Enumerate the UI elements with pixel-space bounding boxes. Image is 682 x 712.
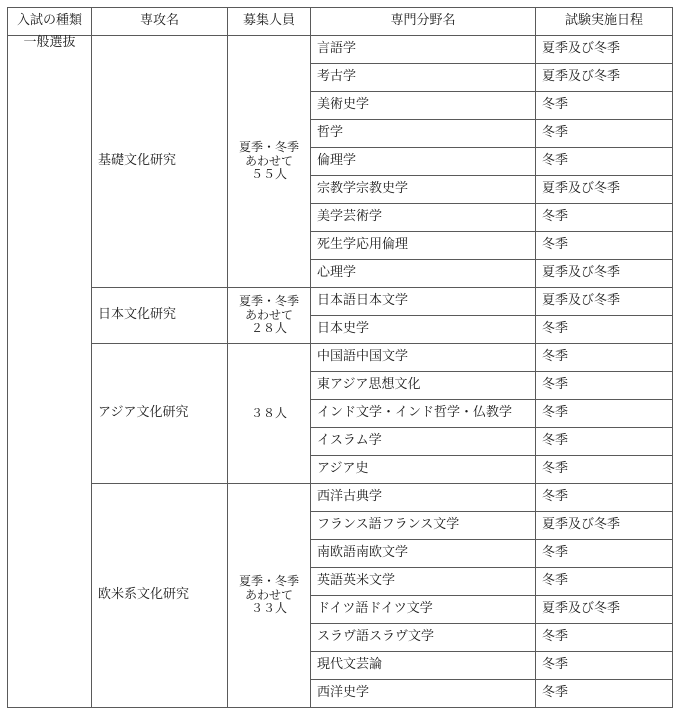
field-name-cell — [311, 344, 536, 372]
schedule-value: 冬季 — [542, 657, 569, 673]
field-name-cell — [311, 540, 536, 568]
field-name: 哲学 — [317, 125, 344, 141]
field-name-cell — [311, 36, 536, 64]
field-name: 南欧語南欧文学 — [317, 545, 409, 561]
field-name-cell — [311, 400, 536, 428]
schedule-value: 冬季 — [542, 405, 569, 421]
field-name: 考古学 — [317, 69, 357, 85]
schedule-value: 夏季及び冬季 — [542, 41, 621, 57]
table-row — [8, 484, 673, 512]
field-name: 倫理学 — [317, 153, 357, 169]
field-name-cell — [311, 232, 536, 260]
field-name: フランス語フランス文学 — [317, 517, 460, 533]
field-name-cell — [311, 64, 536, 92]
field-name: 言語学 — [317, 41, 357, 57]
schedule-value: 冬季 — [542, 489, 569, 505]
schedule-cell — [536, 64, 673, 92]
schedule-value: 夏季及び冬季 — [542, 517, 621, 533]
schedule-cell — [536, 260, 673, 288]
schedule-value: 冬季 — [542, 433, 569, 449]
field-name: 心理学 — [317, 265, 357, 281]
schedule-cell — [536, 400, 673, 428]
field-name-cell — [311, 120, 536, 148]
schedule-cell — [536, 512, 673, 540]
schedule-cell — [536, 148, 673, 176]
schedule-cell — [536, 344, 673, 372]
field-name: 英語英米文学 — [317, 573, 396, 589]
schedule-value: 冬季 — [542, 629, 569, 645]
capacity-cell: 夏季・冬季 あわせて ５５人 — [228, 36, 311, 288]
schedule-value: 冬季 — [542, 97, 569, 113]
field-name-cell — [311, 428, 536, 456]
schedule-value: 冬季 — [542, 321, 569, 337]
header-major: 専攻名 — [92, 8, 228, 36]
schedule-value: 冬季 — [542, 545, 569, 561]
schedule-cell — [536, 176, 673, 204]
schedule-value: 夏季及び冬季 — [542, 181, 621, 197]
schedule-cell — [536, 36, 673, 64]
field-name-cell — [311, 568, 536, 596]
schedule-cell — [536, 316, 673, 344]
field-name: 西洋古典学 — [317, 489, 383, 505]
field-name-cell — [311, 596, 536, 624]
major-name-cell: アジア文化研究 — [92, 344, 228, 484]
field-name: 美術史学 — [317, 97, 370, 113]
field-name-cell — [311, 372, 536, 400]
schedule-cell — [536, 624, 673, 652]
field-name: 宗教学宗教史学 — [317, 181, 409, 197]
schedule-cell — [536, 652, 673, 680]
schedule-cell — [536, 232, 673, 260]
admissions-table — [7, 7, 673, 708]
field-name: スラヴ語スラヴ文学 — [317, 629, 435, 645]
field-name-cell — [311, 176, 536, 204]
field-name-cell — [311, 316, 536, 344]
major-name-cell: 基礎文化研究 — [92, 36, 228, 288]
schedule-cell — [536, 568, 673, 596]
schedule-cell — [536, 596, 673, 624]
field-name: 美学芸術学 — [317, 209, 383, 225]
schedule-value: 夏季及び冬季 — [542, 69, 621, 85]
schedule-cell — [536, 428, 673, 456]
schedule-cell — [536, 288, 673, 316]
header-row — [8, 8, 673, 36]
schedule-cell — [536, 680, 673, 708]
field-name-cell — [311, 624, 536, 652]
field-name: ドイツ語ドイツ文学 — [317, 601, 433, 617]
field-name-cell — [311, 652, 536, 680]
field-name-cell — [311, 680, 536, 708]
field-name: 現代文芸論 — [317, 657, 383, 673]
schedule-value: 夏季及び冬季 — [542, 293, 621, 309]
capacity-cell: 夏季・冬季 あわせて ２８人 — [228, 288, 311, 344]
field-name: 東アジア思想文化 — [317, 377, 421, 393]
field-name-cell — [311, 288, 536, 316]
schedule-value: 冬季 — [542, 377, 569, 393]
table-body — [8, 36, 673, 708]
schedule-cell — [536, 204, 673, 232]
capacity-cell: ３８人 — [228, 344, 311, 484]
schedule-value: 冬季 — [542, 153, 569, 169]
schedule-value: 冬季 — [542, 209, 569, 225]
schedule-cell — [536, 372, 673, 400]
field-name-cell — [311, 512, 536, 540]
table-row — [8, 36, 673, 64]
schedule-value: 冬季 — [542, 125, 569, 141]
schedule-cell — [536, 456, 673, 484]
field-name-cell — [311, 484, 536, 512]
exam-type-cell: 一般選抜 — [8, 36, 92, 708]
field-name-cell — [311, 92, 536, 120]
field-name: 日本史学 — [317, 321, 370, 337]
field-name-cell — [311, 260, 536, 288]
schedule-value: 夏季及び冬季 — [542, 265, 621, 281]
major-name-cell: 欧米系文化研究 — [92, 484, 228, 708]
header-capacity: 募集人員 — [228, 8, 311, 36]
table-row — [8, 288, 673, 316]
capacity-cell: 夏季・冬季 あわせて ３３人 — [228, 484, 311, 708]
field-name: 死生学応用倫理 — [317, 237, 409, 253]
schedule-value: 冬季 — [542, 573, 569, 589]
field-name-cell — [311, 204, 536, 232]
schedule-value: 冬季 — [542, 349, 569, 365]
header-field: 専門分野名 — [311, 8, 536, 36]
header-exam-type: 入試の種類 — [8, 8, 92, 36]
field-name: 日本語日本文学 — [317, 293, 409, 309]
field-name-cell — [311, 148, 536, 176]
field-name: インド文学・インド哲学・仏教学 — [317, 405, 513, 421]
schedule-value: 冬季 — [542, 685, 569, 701]
field-name: 中国語中国文学 — [317, 349, 409, 365]
field-name: イスラム学 — [317, 433, 382, 449]
schedule-cell — [536, 120, 673, 148]
schedule-value: 夏季及び冬季 — [542, 601, 621, 617]
schedule-value: 冬季 — [542, 237, 569, 253]
schedule-value: 冬季 — [542, 461, 569, 477]
table-row — [8, 344, 673, 372]
header-schedule: 試験実施日程 — [536, 8, 673, 36]
field-name-cell — [311, 456, 536, 484]
schedule-cell — [536, 92, 673, 120]
major-name-cell: 日本文化研究 — [92, 288, 228, 344]
field-name: 西洋史学 — [317, 685, 370, 701]
schedule-cell — [536, 484, 673, 512]
schedule-cell — [536, 540, 673, 568]
field-name: アジア史 — [317, 461, 369, 477]
